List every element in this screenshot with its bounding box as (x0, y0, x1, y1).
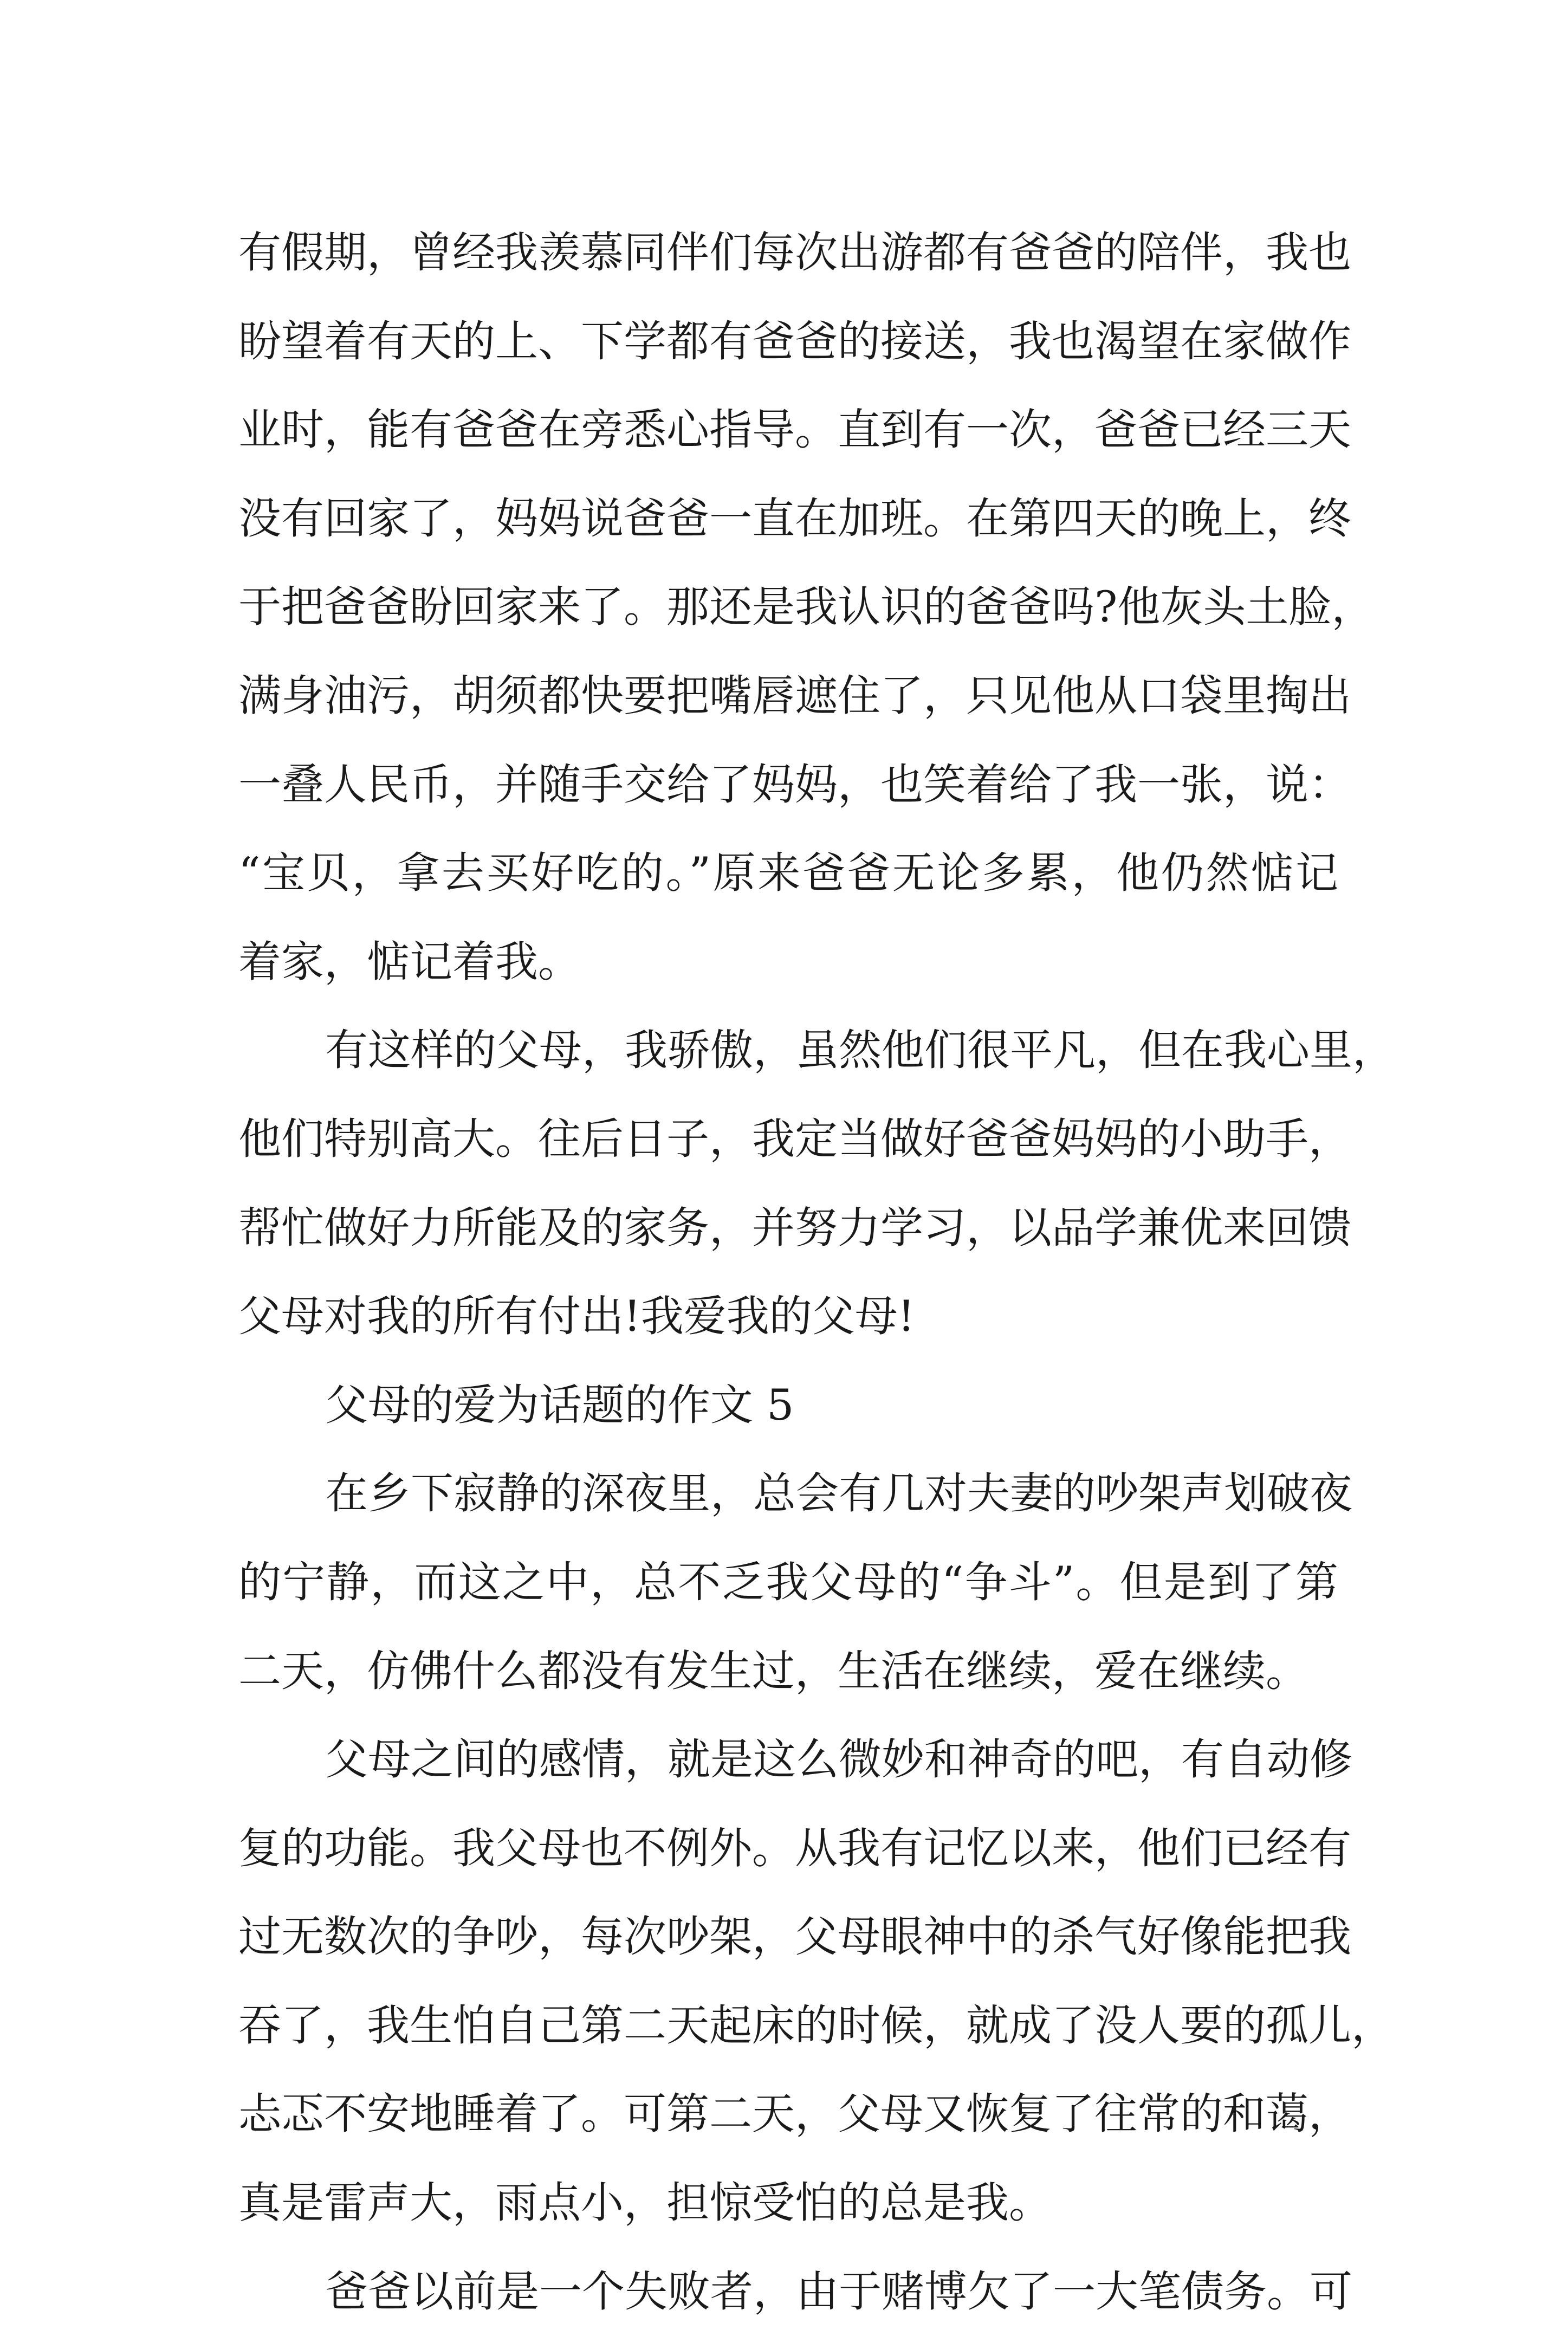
text-line: 他们特别高大。往后日子，我定当做好爸爸妈妈的小助手， (238, 1114, 1351, 1164)
text-line: 于把爸爸盼回家来了。那还是我认识的爸爸吗?他灰头土脸， (238, 582, 1375, 632)
text-line: 爸爸以前是一个失败者，由于赌博欠了一大笔债务。可 (325, 2266, 1352, 2316)
text-line: 业时，能有爸爸在旁悉心指导。直到有一次，爸爸已经三天 (238, 405, 1351, 455)
text-line: 有假期，曾经我羡慕同伴们每次出游都有爸爸的陪伴，我也 (238, 228, 1351, 277)
text-line: 父母之间的感情，就是这么微妙和神奇的吧，有自动修 (325, 1735, 1352, 1785)
text-line: 一叠人民币，并随手交给了妈妈，也笑着给了我一张，说： (238, 759, 1351, 810)
text-line: 真是雷声大，雨点小，担惊受怕的总是我。 (238, 2178, 1052, 2228)
text-line: 过无数次的争吵，每次吵架，父母眼神中的杀气好像能把我 (238, 1912, 1351, 1962)
text-line: 在乡下寂静的深夜里，总会有几对夫妻的吵架声划破夜 (325, 1468, 1352, 1519)
text-line: 没有回家了，妈妈说爸爸一直在加班。在第四天的晚上，终 (238, 493, 1351, 543)
text-line: 二天，仿佛什么都没有发生过，生活在继续，爱在继续。 (238, 1646, 1308, 1696)
text-line: 复的功能。我父母也不例外。从我有记忆以来，他们已经有 (238, 1823, 1351, 1873)
text-line: 吞了，我生怕自己第二天起床的时候，就成了没人要的孤儿， (238, 2000, 1394, 2050)
text-line: 盼望着有天的上、下学都有爸爸的接送，我也渴望在家做作 (238, 316, 1351, 366)
essay-body (238, 209, 1395, 2336)
text-line: 帮忙做好力所能及的家务，并努力学习，以品学兼优来回馈 (238, 1202, 1351, 1253)
text-line: 着家，惦记着我。 (238, 936, 581, 987)
text-line: 父母的爱为话题的作文 5 (325, 1380, 794, 1430)
text-line: 满身油污，胡须都快要把嘴唇遮住了，只见他从口袋里掏出 (238, 670, 1351, 721)
text-line: 父母对我的所有付出!我爱我的父母! (238, 1291, 915, 1342)
text-line: 忐忑不安地睡着了。可第二天，父母又恢复了往常的和蔼， (238, 2089, 1351, 2139)
text-line: “宝贝，拿去买好吃的。”原来爸爸无论多累，他仍然惦记 (238, 848, 1338, 898)
text-line: 的宁静，而这之中，总不乏我父母的“争斗”。但是到了第 (238, 1557, 1338, 1607)
text-line: 有这样的父母，我骄傲，虽然他们很平凡，但在我心里， (325, 1025, 1395, 1076)
